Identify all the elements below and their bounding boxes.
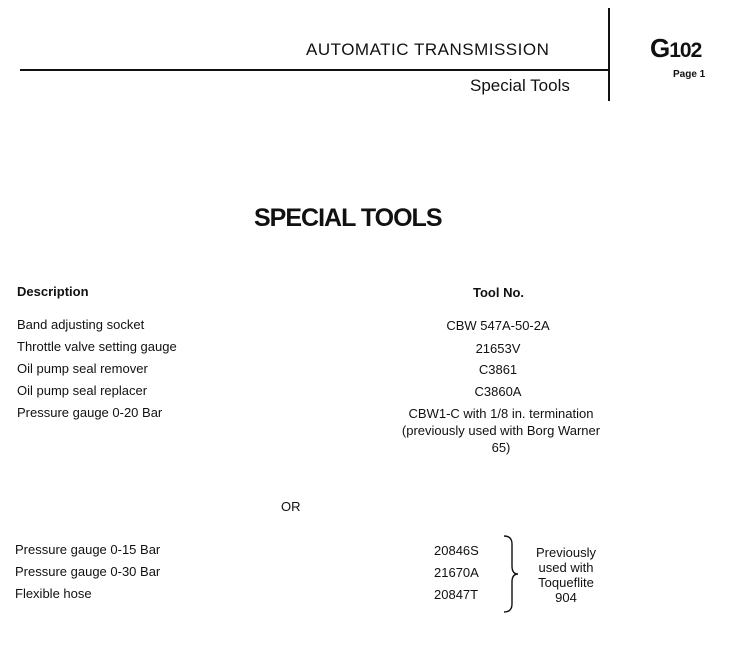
tool-number: C3860A [474,384,522,399]
or-separator: OR [281,499,301,514]
alt-tool-description: Pressure gauge 0-30 Bar [15,564,161,579]
page-number: Page 1 [673,69,706,80]
alt-tool-number: 21670A [434,565,479,580]
column-header-description: Description [17,284,89,299]
tool-description: Throttle valve setting gauge [17,339,177,354]
tool-number: 21653V [475,341,521,356]
alt-tool-number: 20846S [434,543,479,558]
tool-number: C3861 [478,362,518,377]
tool-number: CBW 547A-50-2A [446,318,550,333]
subsection-title: Special Tools [470,76,570,95]
tool-description: Oil pump seal replacer [17,383,148,398]
alt-tool-number: 20847T [434,587,479,602]
header-rule [20,69,610,71]
tool-description: Band adjusting socket [17,317,145,332]
alt-tool-description: Pressure gauge 0-15 Bar [15,542,161,557]
alt-tool-description: Flexible hose [15,586,92,601]
tool-number: CBW1-C with 1/8 in. termination (previously used with Borg Warner 65) [401,406,601,455]
tool-description: Oil pump seal remover [17,361,148,376]
alt-tools-note: Previously used with Toqueflite 904 [536,545,596,605]
column-header-tool-no: Tool No. [473,285,525,300]
page-title: SPECIAL TOOLS [254,204,442,232]
header-divider [608,8,610,101]
section-title: AUTOMATIC TRANSMISSION [306,40,550,59]
tool-description: Pressure gauge 0-20 Bar [17,405,163,420]
brace-icon [500,534,520,614]
page-code-letter: G [650,33,670,63]
page-code [650,33,701,64]
page-code-number: 102 [669,39,702,62]
